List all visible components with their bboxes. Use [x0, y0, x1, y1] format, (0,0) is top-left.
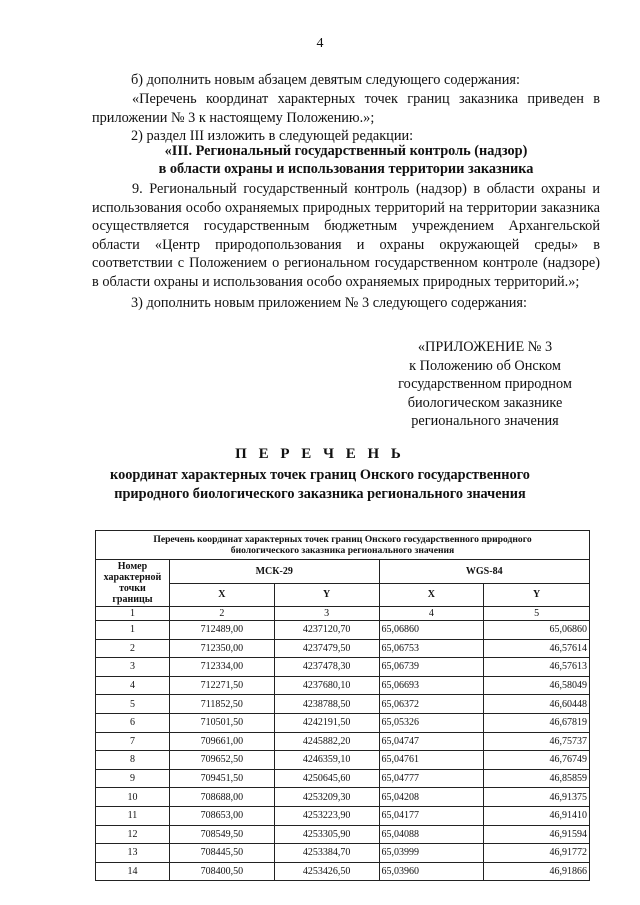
- msk-x-cell: 708653,00: [169, 806, 274, 825]
- wgs-y-cell: 46,58049: [484, 676, 590, 695]
- paragraph-item-3: 3) дополнить новым приложением № 3 следующего содержания:: [131, 295, 527, 311]
- msk-y-cell: 4242191,50: [274, 713, 379, 732]
- msk-y-header: Y: [274, 583, 379, 607]
- column-index-row: [96, 607, 590, 621]
- wgs-x-cell: 65,06739: [379, 658, 484, 677]
- point-number-cell: 12: [96, 825, 170, 844]
- msk-y-cell: 4237680,10: [274, 676, 379, 695]
- wgs-84-header: WGS-84: [379, 560, 590, 584]
- wgs-x-cell: 65,05326: [379, 713, 484, 732]
- section-title-line-1: «III. Региональный государственный контроль (надзор): [164, 143, 528, 159]
- table-caption: [96, 531, 590, 560]
- list-subtitle-line-1: координат характерных точек границ Онского государственного: [110, 467, 530, 483]
- appendix-line-1: «ПРИЛОЖЕНИЕ № 3: [417, 339, 553, 355]
- msk-y-cell: 4237120,70: [274, 621, 379, 640]
- coordinates-table-body: [96, 621, 590, 881]
- appendix-line-3: государственном природном: [398, 376, 572, 393]
- wgs-y-cell: 46,67819: [484, 713, 590, 732]
- point-number-cell: 10: [96, 788, 170, 807]
- msk-x-cell: 708400,50: [169, 862, 274, 881]
- msk-x-cell: 712350,00: [169, 639, 274, 658]
- point-number-cell: 3: [96, 658, 170, 677]
- point-number-cell: 5: [96, 695, 170, 714]
- wgs-y-cell: 46,91772: [484, 844, 590, 863]
- wgs-x-cell: 65,04747: [379, 732, 484, 751]
- paragraph-b-quote: «Перечень координат характерных точек границ заказника приведен в приложении № 3 к настоящему Положению.»;: [92, 91, 600, 126]
- table-row: [96, 732, 590, 751]
- point-number-header: Номер характерной точки границы: [96, 560, 170, 607]
- point-number-cell: 13: [96, 844, 170, 863]
- table-row: [96, 658, 590, 677]
- msk-x-cell: 709652,50: [169, 751, 274, 770]
- list-title: П Е Р Е Ч Е Н Ь: [235, 446, 405, 462]
- msk-29-header: МСК-29: [169, 560, 379, 584]
- table-row: [96, 825, 590, 844]
- wgs-x-cell: 65,04777: [379, 769, 484, 788]
- point-number-cell: 6: [96, 713, 170, 732]
- table-row: [96, 713, 590, 732]
- table-row: [96, 676, 590, 695]
- msk-x-cell: 708549,50: [169, 825, 274, 844]
- table-row: [96, 844, 590, 863]
- msk-x-cell: 708445,50: [169, 844, 274, 863]
- appendix-line-4: биологическом заказнике: [407, 394, 563, 411]
- msk-y-cell: 4237478,30: [274, 658, 379, 677]
- msk-y-cell: 4245882,20: [274, 732, 379, 751]
- list-subtitle-line-2: природного биологического заказника регионального значения: [114, 486, 526, 502]
- wgs-y-cell: 46,91866: [484, 862, 590, 881]
- paragraph-b-intro: б) дополнить новым абзацем девятым следующего содержания:: [131, 72, 520, 88]
- msk-y-cell: 4253305,90: [274, 825, 379, 844]
- point-number-cell: 1: [96, 621, 170, 640]
- point-number-cell: 14: [96, 862, 170, 881]
- coordinates-table: [95, 530, 590, 881]
- wgs-y-cell: 46,57614: [484, 639, 590, 658]
- wgs-y-cell: 46,91375: [484, 788, 590, 807]
- wgs-y-cell: 46,91410: [484, 806, 590, 825]
- msk-y-cell: 4250645,60: [274, 769, 379, 788]
- msk-x-cell: 709661,00: [169, 732, 274, 751]
- point-number-cell: 11: [96, 806, 170, 825]
- msk-x-cell: 708688,00: [169, 788, 274, 807]
- table-row: [96, 621, 590, 640]
- table-row: [96, 751, 590, 770]
- msk-x-cell: 712489,00: [169, 621, 274, 640]
- wgs-x-cell: 65,06753: [379, 639, 484, 658]
- table-row: [96, 695, 590, 714]
- table-row: [96, 639, 590, 658]
- table-row: [96, 862, 590, 881]
- msk-y-cell: 4253209,30: [274, 788, 379, 807]
- msk-x-cell: 711852,50: [169, 695, 274, 714]
- wgs-y-cell: 46,85859: [484, 769, 590, 788]
- msk-y-cell: 4253426,50: [274, 862, 379, 881]
- wgs-x-cell: 65,04088: [379, 825, 484, 844]
- table-row: [96, 769, 590, 788]
- wgs-x-cell: 65,04761: [379, 751, 484, 770]
- point-number-cell: 9: [96, 769, 170, 788]
- msk-y-cell: 4253223,90: [274, 806, 379, 825]
- msk-x-header: X: [169, 583, 274, 607]
- table-row: [96, 788, 590, 807]
- wgs-y-cell: 46,75737: [484, 732, 590, 751]
- table-caption-line-1: Перечень координат характерных точек границ Онского государственного природного: [153, 534, 532, 545]
- msk-y-cell: 4237479,50: [274, 639, 379, 658]
- wgs-x-header: X: [379, 583, 484, 607]
- wgs-y-cell: 65,06860: [484, 621, 590, 640]
- wgs-y-cell: 46,57613: [484, 658, 590, 677]
- msk-y-cell: 4238788,50: [274, 695, 379, 714]
- section-title-line-2: в области охраны и использования территории заказника: [158, 161, 534, 177]
- msk-x-cell: 712271,50: [169, 676, 274, 695]
- msk-x-cell: 709451,50: [169, 769, 274, 788]
- wgs-x-cell: 65,03960: [379, 862, 484, 881]
- column-index: 4: [379, 607, 484, 621]
- paragraph-item-9: 9. Региональный государственный контроль (надзор) в области охраны и использования особо охраняемых природных территорий на территории заказника осуществляется государственным бюджетным учреждением Архангельской области «Центр природопользования и охраны окружающей среды» в соответствии с Положением о региональном государственном контроле (надзоре) в области охраны и использования особо охраняемых природных территорий.»;: [92, 181, 600, 290]
- column-index: 5: [484, 607, 590, 621]
- wgs-x-cell: 65,03999: [379, 844, 484, 863]
- list-subtitle: [80, 466, 560, 504]
- point-number-cell: 4: [96, 676, 170, 695]
- wgs-y-cell: 46,91594: [484, 825, 590, 844]
- msk-x-cell: 710501,50: [169, 713, 274, 732]
- msk-y-cell: 4246359,10: [274, 751, 379, 770]
- appendix-line-2: к Положению об Онском: [409, 357, 561, 374]
- column-index: 1: [96, 607, 170, 621]
- table-row: [96, 806, 590, 825]
- point-number-cell: 8: [96, 751, 170, 770]
- msk-x-cell: 712334,00: [169, 658, 274, 677]
- wgs-x-cell: 65,04208: [379, 788, 484, 807]
- column-index: 3: [274, 607, 379, 621]
- column-index: 2: [169, 607, 274, 621]
- appendix-line-5: регионального значения: [411, 413, 559, 430]
- wgs-x-cell: 65,06693: [379, 676, 484, 695]
- appendix-block: [385, 338, 585, 431]
- msk-y-cell: 4253384,70: [274, 844, 379, 863]
- table-caption-line-2: биологического заказника регионального значения: [230, 545, 455, 556]
- paragraph-item-2: 2) раздел III изложить в следующей редакции:: [131, 128, 414, 144]
- wgs-x-cell: 65,06860: [379, 621, 484, 640]
- wgs-y-header: Y: [484, 583, 590, 607]
- wgs-y-cell: 46,60448: [484, 695, 590, 714]
- wgs-y-cell: 46,76749: [484, 751, 590, 770]
- wgs-x-cell: 65,04177: [379, 806, 484, 825]
- point-number-cell: 2: [96, 639, 170, 658]
- page-number: 4: [316, 36, 324, 51]
- point-number-cell: 7: [96, 732, 170, 751]
- wgs-x-cell: 65,06372: [379, 695, 484, 714]
